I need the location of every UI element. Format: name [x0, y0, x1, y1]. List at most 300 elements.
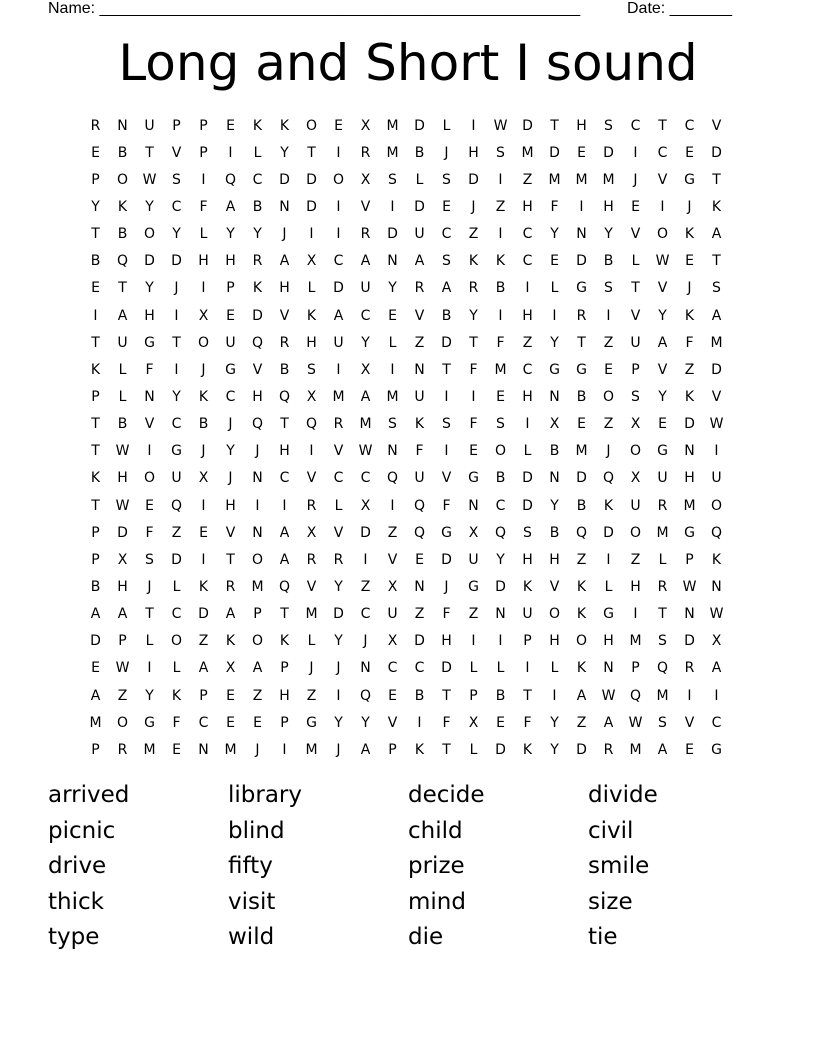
grid-letter: Y [226, 443, 235, 460]
grid-letter: G [441, 524, 452, 541]
grid-letter: I [525, 660, 530, 677]
grid-letter: I [471, 633, 476, 650]
grid-letter: V [360, 198, 371, 215]
grid-letter: Q [602, 470, 615, 487]
grid-letter: B [117, 144, 128, 161]
grid-letter: H [468, 144, 479, 161]
grid-letter: P [280, 660, 289, 677]
grid-letter: E [145, 497, 154, 514]
grid-letter: M [548, 171, 561, 188]
grid-letter: H [549, 633, 560, 650]
grid-letter: D [711, 144, 722, 161]
grid-letter: G [549, 361, 560, 378]
grid-letter: L [469, 660, 478, 677]
grid-letter: I [525, 416, 530, 433]
grid-letter: E [226, 687, 235, 704]
grid-letter: M [386, 388, 399, 405]
grid-letter: Y [226, 226, 235, 243]
grid-letter: C [360, 307, 371, 324]
grid-letter: E [442, 198, 451, 215]
grid-letter: P [226, 280, 235, 297]
grid-letter: V [387, 714, 398, 731]
grid-letter: Q [278, 578, 291, 595]
grid-letter: E [253, 714, 262, 731]
grid-letter: K [198, 388, 209, 405]
grid-letter: X [360, 497, 371, 514]
grid-letter: E [172, 741, 181, 758]
grid-letter: B [603, 253, 614, 270]
grid-letter: J [174, 280, 179, 297]
grid-letter: L [415, 171, 424, 188]
grid-letter: M [332, 388, 345, 405]
word-list-item: child [408, 817, 463, 844]
grid-letter: A [360, 741, 371, 758]
grid-letter: X [360, 361, 371, 378]
grid-letter: Y [658, 388, 667, 405]
grid-letter: A [279, 551, 290, 568]
grid-letter: C [279, 470, 290, 487]
grid-letter: B [252, 198, 263, 215]
grid-letter: R [360, 226, 371, 243]
grid-letter: J [282, 226, 287, 243]
grid-letter: O [116, 171, 129, 188]
grid-letter: N [198, 741, 209, 758]
grid-letter: U [657, 470, 668, 487]
grid-letter: Y [550, 714, 559, 731]
grid-letter: H [603, 633, 614, 650]
grid-letter: E [631, 198, 640, 215]
grid-letter: N [387, 443, 398, 460]
grid-letter: D [360, 524, 371, 541]
grid-letter: V [711, 117, 722, 134]
grid-letter: A [252, 660, 263, 677]
grid-letter: X [630, 470, 641, 487]
grid-letter: V [225, 524, 236, 541]
grid-letter: E [658, 416, 667, 433]
grid-letter: F [550, 198, 559, 215]
grid-letter: P [199, 144, 208, 161]
grid-letter: X [306, 524, 317, 541]
grid-letter: B [549, 524, 560, 541]
grid-letter: R [657, 578, 668, 595]
grid-letter: A [576, 687, 587, 704]
grid-letter: A [360, 253, 371, 270]
grid-letter: L [334, 497, 343, 514]
grid-letter: Q [386, 470, 399, 487]
grid-letter: Y [469, 307, 478, 324]
grid-letter: R [117, 741, 128, 758]
grid-letter: R [414, 280, 425, 297]
grid-letter: J [687, 198, 692, 215]
grid-letter: Q [251, 416, 264, 433]
grid-letter: D [684, 633, 695, 650]
grid-letter: I [336, 361, 341, 378]
grid-letter: E [685, 253, 694, 270]
grid-letter: C [333, 253, 344, 270]
grid-letter: K [684, 307, 695, 324]
grid-letter: K [468, 253, 479, 270]
grid-letter: G [468, 578, 479, 595]
grid-letter: M [305, 606, 318, 623]
grid-letter: Y [361, 714, 370, 731]
grid-letter: V [630, 307, 641, 324]
grid-letter: X [711, 633, 722, 650]
grid-letter: L [442, 117, 451, 134]
grid-letter: Z [414, 606, 425, 623]
grid-letter: D [549, 144, 560, 161]
grid-letter: U [630, 497, 641, 514]
grid-letter: L [118, 361, 127, 378]
grid-letter: X [225, 660, 236, 677]
grid-letter: O [656, 226, 669, 243]
grid-letter: H [576, 117, 587, 134]
grid-letter: E [577, 144, 586, 161]
grid-letter: G [576, 361, 587, 378]
grid-letter: X [387, 633, 398, 650]
grid-letter: H [684, 470, 695, 487]
grid-letter: U [522, 606, 533, 623]
grid-letter: Q [251, 334, 264, 351]
grid-letter: T [631, 280, 640, 297]
grid-letter: Z [603, 416, 614, 433]
grid-letter: A [117, 606, 128, 623]
grid-letter: D [414, 633, 425, 650]
grid-letter: K [684, 226, 695, 243]
grid-letter: I [525, 280, 530, 297]
grid-letter: D [441, 334, 452, 351]
grid-letter: X [117, 551, 128, 568]
grid-letter: T [280, 416, 289, 433]
grid-letter: C [630, 117, 641, 134]
grid-letter: C [387, 660, 398, 677]
grid-letter: J [228, 416, 233, 433]
grid-letter: L [172, 660, 181, 677]
grid-letter: Y [550, 497, 559, 514]
grid-letter: Z [468, 226, 479, 243]
grid-letter: N [279, 198, 290, 215]
grid-letter: Z [171, 524, 182, 541]
grid-letter: I [201, 497, 206, 514]
grid-letter: C [198, 714, 209, 731]
word-list-item: smile [588, 853, 650, 880]
grid-letter: M [656, 524, 669, 541]
grid-letter: T [91, 497, 100, 514]
grid-letter: I [498, 633, 503, 650]
grid-letter: M [629, 633, 642, 650]
grid-letter: I [444, 388, 449, 405]
grid-letter: T [91, 416, 100, 433]
grid-letter: H [117, 578, 128, 595]
grid-letter: X [468, 524, 479, 541]
grid-letter: I [309, 226, 314, 243]
grid-letter: T [469, 334, 478, 351]
grid-letter: O [143, 470, 156, 487]
grid-letter: F [469, 416, 478, 433]
grid-letter: K [252, 280, 263, 297]
grid-letter: H [603, 198, 614, 215]
grid-letter: I [174, 307, 179, 324]
grid-letter: R [279, 334, 290, 351]
grid-letter: Y [550, 226, 559, 243]
grid-letter: L [604, 578, 613, 595]
grid-letter: E [685, 741, 694, 758]
grid-letter: J [687, 280, 692, 297]
grid-letter: T [145, 606, 154, 623]
grid-letter: A [198, 660, 209, 677]
grid-letter: P [91, 388, 100, 405]
grid-letter: T [577, 334, 586, 351]
grid-letter: F [442, 606, 451, 623]
grid-letter: Y [145, 687, 154, 704]
grid-letter: S [523, 524, 532, 541]
grid-letter: I [201, 171, 206, 188]
word-list-item: picnic [48, 817, 116, 844]
grid-letter: F [523, 714, 532, 731]
grid-letter: C [360, 470, 371, 487]
word-list-item: size [588, 888, 633, 915]
grid-letter: E [496, 714, 505, 731]
grid-letter: Z [252, 687, 263, 704]
grid-letter: F [145, 524, 154, 541]
grid-letter: L [550, 280, 559, 297]
grid-letter: B [576, 497, 587, 514]
grid-letter: G [576, 280, 587, 297]
grid-letter: L [307, 280, 316, 297]
grid-letter: D [603, 144, 614, 161]
grid-letter: L [199, 226, 208, 243]
grid-letter: M [359, 416, 372, 433]
grid-letter: D [387, 226, 398, 243]
grid-letter: F [496, 334, 505, 351]
grid-letter: R [333, 551, 344, 568]
grid-letter: U [630, 334, 641, 351]
grid-letter: O [629, 524, 642, 541]
grid-letter: I [552, 307, 557, 324]
grid-letter: C [522, 361, 533, 378]
word-list-item: prize [408, 853, 465, 880]
grid-letter: Z [306, 687, 317, 704]
grid-letter: S [442, 171, 451, 188]
grid-letter: I [498, 226, 503, 243]
grid-letter: P [280, 714, 289, 731]
word-list-item: die [408, 924, 444, 951]
grid-letter: I [633, 606, 638, 623]
grid-letter: E [91, 144, 100, 161]
grid-letter: T [442, 361, 451, 378]
grid-letter: D [414, 117, 425, 134]
grid-letter: N [549, 388, 560, 405]
grid-letter: I [201, 280, 206, 297]
grid-letter: A [225, 198, 236, 215]
grid-letter: N [144, 388, 155, 405]
grid-letter: H [117, 470, 128, 487]
grid-letter: L [388, 334, 397, 351]
grid-letter: D [306, 171, 317, 188]
grid-letter: A [279, 253, 290, 270]
grid-letter: U [414, 226, 425, 243]
grid-letter: B [90, 253, 101, 270]
grid-letter: Z [684, 361, 695, 378]
grid-letter: K [576, 578, 587, 595]
grid-letter: M [386, 144, 399, 161]
grid-letter: V [657, 361, 668, 378]
grid-letter: U [360, 280, 371, 297]
grid-letter: P [91, 524, 100, 541]
grid-letter: I [660, 198, 665, 215]
grid-letter: H [252, 388, 263, 405]
grid-letter: I [174, 361, 179, 378]
grid-letter: F [199, 198, 208, 215]
grid-letter: T [280, 606, 289, 623]
grid-letter: K [576, 606, 587, 623]
grid-letter: K [171, 687, 182, 704]
grid-letter: P [91, 171, 100, 188]
grid-letter: F [442, 497, 451, 514]
grid-letter: X [306, 253, 317, 270]
grid-letter: J [633, 171, 638, 188]
grid-letter: S [172, 171, 181, 188]
grid-letter: D [522, 117, 533, 134]
grid-letter: S [604, 117, 613, 134]
grid-letter: Y [145, 198, 154, 215]
grid-letter: V [414, 307, 425, 324]
grid-letter: N [117, 117, 128, 134]
grid-letter: O [305, 117, 318, 134]
grid-letter: D [522, 470, 533, 487]
grid-letter: B [198, 416, 209, 433]
grid-letter: C [495, 497, 506, 514]
word-list-item: library [228, 782, 302, 808]
grid-letter: J [147, 578, 152, 595]
grid-letter: P [631, 660, 640, 677]
grid-letter: O [602, 388, 615, 405]
grid-letter: Y [280, 144, 289, 161]
grid-letter: E [388, 307, 397, 324]
grid-letter: J [444, 578, 449, 595]
grid-letter: J [363, 633, 368, 650]
grid-letter: K [522, 741, 533, 758]
grid-letter: T [307, 144, 316, 161]
grid-letter: C [684, 117, 695, 134]
grid-letter: S [658, 714, 667, 731]
grid-letter: R [333, 416, 344, 433]
grid-letter: Q [359, 687, 372, 704]
grid-letter: R [576, 307, 587, 324]
grid-letter: Y [172, 226, 181, 243]
grid-letter: R [306, 497, 317, 514]
grid-letter: V [333, 443, 344, 460]
word-list-item: drive [48, 853, 107, 880]
grid-letter: F [442, 714, 451, 731]
grid-letter: X [630, 416, 641, 433]
grid-letter: K [306, 307, 317, 324]
grid-letter: I [579, 198, 584, 215]
grid-letter: M [386, 117, 399, 134]
grid-letter: K [225, 633, 236, 650]
grid-letter: I [147, 660, 152, 677]
grid-letter: U [387, 606, 398, 623]
grid-letter: K [414, 741, 425, 758]
grid-letter: G [684, 171, 695, 188]
grid-letter: D [441, 660, 452, 677]
word-list-item: type [48, 924, 100, 951]
grid-letter: Q [575, 524, 588, 541]
grid-letter: D [252, 307, 263, 324]
grid-letter: G [225, 361, 236, 378]
grid-letter: L [658, 551, 667, 568]
grid-letter: P [388, 741, 397, 758]
grid-letter: G [144, 334, 155, 351]
grid-letter: Q [494, 524, 507, 541]
grid-letter: J [255, 741, 260, 758]
grid-letter: O [197, 334, 210, 351]
grid-letter: M [494, 361, 507, 378]
grid-letter: Y [658, 307, 667, 324]
grid-letter: D [198, 606, 209, 623]
grid-letter: Y [172, 388, 181, 405]
grid-letter: I [93, 307, 98, 324]
grid-letter: S [145, 551, 154, 568]
grid-letter: D [171, 551, 182, 568]
grid-letter: C [252, 171, 263, 188]
grid-letter: N [495, 606, 506, 623]
grid-letter: M [710, 334, 723, 351]
grid-letter: I [498, 307, 503, 324]
grid-letter: A [603, 714, 614, 731]
grid-letter: Q [629, 687, 642, 704]
grid-letter: C [414, 660, 425, 677]
grid-letter: J [228, 470, 233, 487]
grid-letter: H [522, 388, 533, 405]
grid-letter: M [602, 171, 615, 188]
grid-letter: Z [495, 198, 506, 215]
grid-letter: E [604, 361, 613, 378]
grid-letter: Z [360, 578, 371, 595]
grid-letter: V [279, 307, 290, 324]
grid-letter: A [711, 226, 722, 243]
grid-letter: V [711, 388, 722, 405]
grid-letter: X [198, 470, 209, 487]
grid-letter: U [414, 388, 425, 405]
grid-letter: M [575, 443, 588, 460]
grid-letter: F [172, 714, 181, 731]
grid-letter: E [469, 443, 478, 460]
grid-letter: Z [576, 714, 587, 731]
grid-letter: K [90, 361, 101, 378]
grid-letter: Q [278, 388, 291, 405]
grid-letter: T [91, 226, 100, 243]
grid-letter: Y [253, 226, 262, 243]
grid-letter: D [144, 253, 155, 270]
grid-letter: K [522, 578, 533, 595]
grid-letter: N [414, 361, 425, 378]
grid-letter: J [201, 361, 206, 378]
grid-letter: P [523, 633, 532, 650]
grid-letter: J [471, 198, 476, 215]
grid-letter: O [629, 443, 642, 460]
grid-letter: V [657, 280, 668, 297]
grid-letter: I [309, 443, 314, 460]
grid-letter: I [390, 497, 395, 514]
grid-letter: G [711, 741, 722, 758]
grid-letter: A [657, 741, 668, 758]
grid-letter: W [709, 606, 724, 623]
grid-letter: D [333, 280, 344, 297]
grid-letter: R [657, 497, 668, 514]
grid-letter: E [226, 714, 235, 731]
grid-letter: X [306, 388, 317, 405]
grid-letter: A [711, 660, 722, 677]
